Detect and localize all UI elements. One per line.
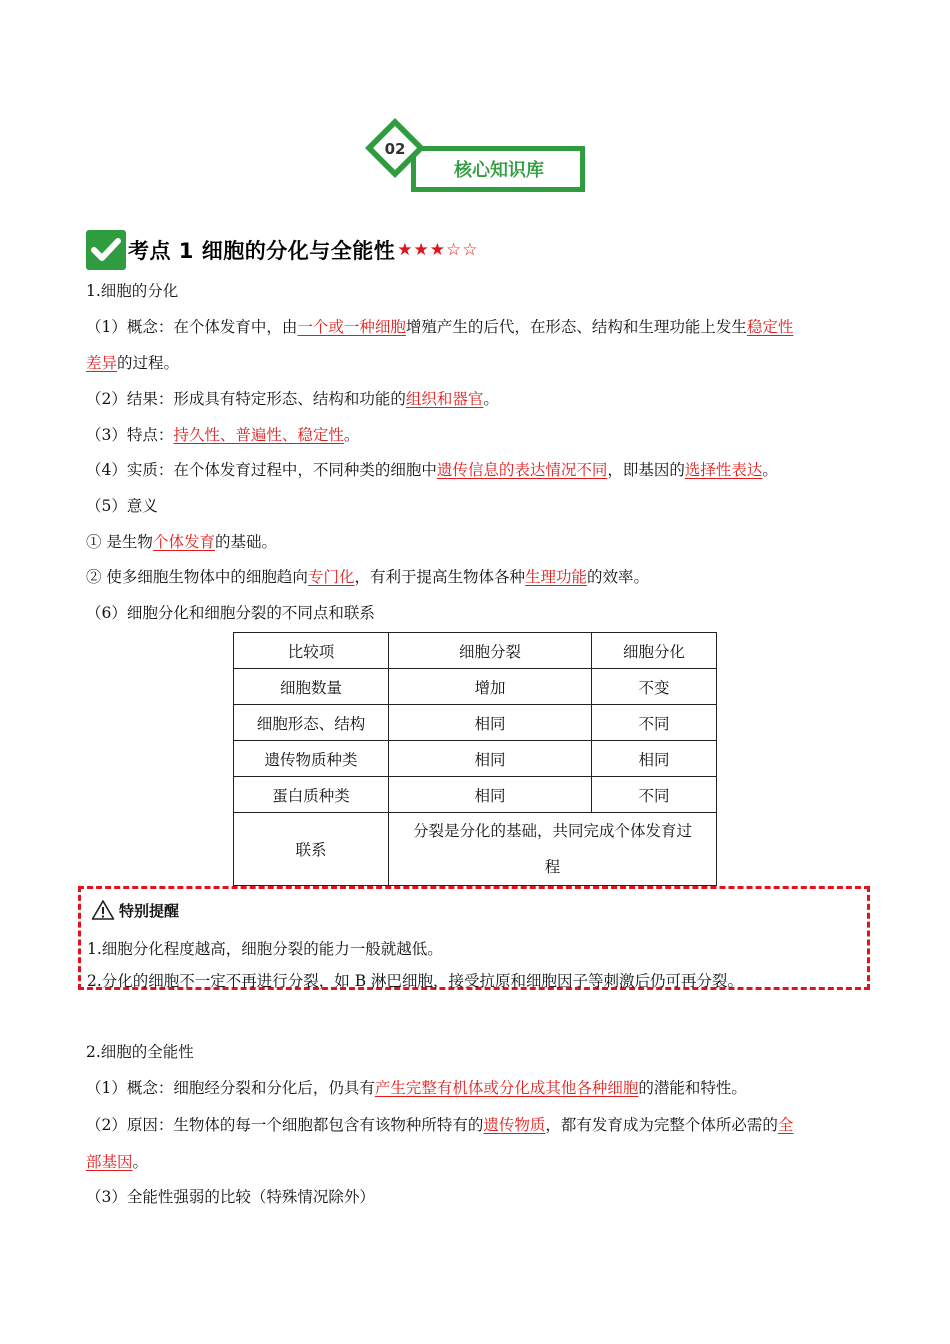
s1-concept-line1: （1）概念：在个体发育中，由一个或一种细胞增殖产生的后代，在形态、结构和生理功能上发生稳定性 [86, 318, 794, 336]
table-cell: 相同 [592, 741, 717, 777]
notice-box [78, 886, 870, 990]
key-term: 选择性表达 [684, 461, 763, 479]
s2-concept: （1）概念：细胞经分裂和分化后，仍具有产生完整有机体或分化成其他各种细胞的潜能和特性。 [86, 1079, 747, 1097]
s1-result: （2）结果：形成具有特定形态、结构和功能的组织和器官。 [86, 390, 499, 408]
s2-title: 2.细胞的全能性 [86, 1043, 194, 1061]
key-term: 一个或一种细胞 [297, 318, 406, 336]
banner-number: 02 [384, 140, 406, 158]
table-cell: 联系 [234, 813, 389, 886]
notice-title: 特别提醒 [119, 901, 180, 920]
key-term: 专门化 [307, 568, 355, 586]
table-row-link [234, 813, 717, 886]
s1-meaning2: ② 使多细胞生物体中的细胞趋向专门化，有利于提高生物体各种生理功能的效率。 [86, 568, 649, 586]
s1-meaning1: ① 是生物个体发育的基础。 [86, 533, 277, 551]
table-cell: 细胞数量 [234, 669, 389, 705]
table-row [234, 669, 717, 705]
table-row [234, 777, 717, 813]
key-term: 稳定性 [746, 318, 794, 336]
table-cell: 细胞形态、结构 [234, 705, 389, 741]
table-cell: 增加 [389, 669, 592, 705]
s1-meaning-title: （5）意义 [86, 497, 158, 515]
table-cell: 不同 [592, 705, 717, 741]
s1-compare-title: （6）细胞分化和细胞分裂的不同点和联系 [86, 604, 375, 622]
checkmark-icon [86, 230, 126, 270]
s1-concept-line2: 差异的过程。 [86, 354, 180, 372]
s1-title: 1.细胞的分化 [86, 282, 179, 300]
table-row [234, 705, 717, 741]
key-term: 部基因 [86, 1153, 133, 1171]
rating-stars: ★★★☆☆ [397, 240, 479, 260]
key-term: 产生完整有机体或分化成其他各种细胞 [374, 1079, 639, 1097]
table-cell: 相同 [389, 705, 592, 741]
s2-reason-line2: 部基因。 [86, 1153, 149, 1171]
table-cell: 不同 [592, 777, 717, 813]
comparison-table [233, 632, 717, 886]
notice-line-1: 1.细胞分化程度越高，细胞分裂的能力一般就越低。 [87, 940, 443, 958]
key-term: 持久性、普遍性、稳定性 [173, 426, 344, 444]
key-term: 个体发育 [152, 533, 215, 551]
table-cell: 相同 [389, 741, 592, 777]
key-term: 差异 [86, 354, 118, 372]
s1-features: （3）特点：持久性、普遍性、稳定性。 [86, 426, 360, 444]
table-cell: 相同 [389, 777, 592, 813]
table-cell: 遗传物质种类 [234, 741, 389, 777]
table-cell: 不变 [592, 669, 717, 705]
table-row [234, 741, 717, 777]
section-banner [363, 114, 589, 196]
notice-line-2: 2.分化的细胞不一定不再进行分裂，如 B 淋巴细胞，接受抗原和细胞因子等刺激后仍可再分裂。 [87, 972, 744, 990]
key-term: 遗传信息的表达情况不同 [436, 461, 608, 479]
key-term: 组织和器官 [405, 390, 484, 408]
key-term: 遗传物质 [483, 1116, 546, 1134]
s1-essence: （4）实质：在个体发育过程中，不同种类的细胞中遗传信息的表达情况不同，即基因的选择性表达。 [86, 461, 778, 479]
table-header-row [234, 633, 717, 669]
warning-icon [91, 899, 115, 921]
table-header: 细胞分裂 [389, 633, 592, 669]
section-heading [86, 228, 478, 272]
key-term: 全 [777, 1116, 794, 1134]
notice-header [91, 899, 179, 921]
table-header: 比较项 [234, 633, 389, 669]
s2-reason-line1: （2）原因：生物体的每一个细胞都包含有该物种所特有的遗传物质，都有发育成为完整个体所必需的全 [86, 1116, 794, 1134]
banner-title: 核心知识库 [454, 160, 544, 181]
table-header: 细胞分化 [592, 633, 717, 669]
heading-title: 考点 1 细胞的分化与全能性 [128, 239, 396, 263]
table-cell: 蛋白质种类 [234, 777, 389, 813]
s2-compare: （3）全能性强弱的比较（特殊情况除外） [86, 1188, 375, 1206]
table-cell-link: 分裂是分化的基础，共同完成个体发育过 程 [389, 813, 717, 886]
key-term: 生理功能 [524, 568, 587, 586]
